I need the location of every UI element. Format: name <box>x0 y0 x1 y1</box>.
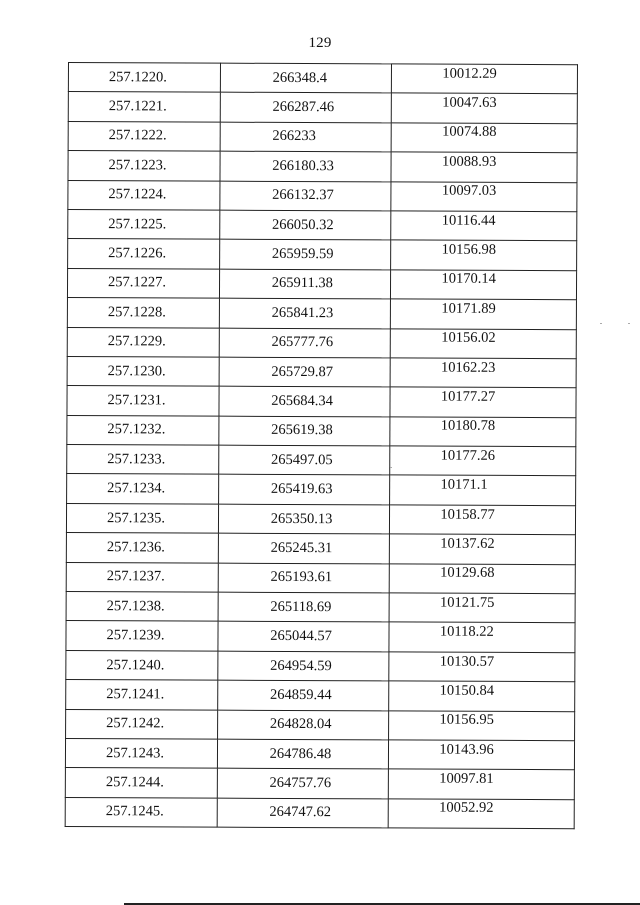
x-coordinate-cell <box>218 445 390 475</box>
y-coordinate-cell <box>390 358 576 388</box>
point-id-cell <box>68 151 220 181</box>
point-id-cell-text: 257.1225. <box>108 215 167 233</box>
x-coordinate-cell <box>219 298 391 328</box>
x-coordinate-cell <box>217 798 389 828</box>
x-coordinate-cell-text: 266348.4 <box>272 69 328 86</box>
y-coordinate-cell-text: 10170.14 <box>441 271 496 288</box>
point-id-cell <box>67 356 219 386</box>
y-coordinate-cell <box>389 740 575 770</box>
y-coordinate-cell <box>391 211 577 241</box>
y-coordinate-cell <box>389 799 575 829</box>
point-id-cell-text: 257.1222. <box>108 127 167 144</box>
table-row <box>66 650 575 682</box>
y-coordinate-cell-text: 10177.26 <box>440 447 496 464</box>
table-row <box>67 386 576 418</box>
point-id-cell <box>66 680 218 710</box>
y-coordinate-cell <box>391 299 577 329</box>
table-row <box>68 209 577 241</box>
x-coordinate-cell-text: 264859.44 <box>269 686 332 704</box>
x-coordinate-cell <box>217 710 389 740</box>
x-coordinate-cell-text: 265841.23 <box>271 304 334 321</box>
point-id-cell-text: 257.1229. <box>107 333 166 350</box>
table-row <box>68 239 577 271</box>
x-coordinate-cell-text: 265911.38 <box>271 275 333 292</box>
y-coordinate-cell-text: 10156.02 <box>441 329 496 347</box>
point-id-cell <box>66 592 218 622</box>
table-row <box>67 445 576 477</box>
point-id-cell <box>67 445 219 475</box>
x-coordinate-cell-text: 265419.63 <box>270 481 333 498</box>
x-coordinate-cell-text: 265729.87 <box>271 363 334 380</box>
x-coordinate-cell <box>219 357 391 387</box>
y-coordinate-cell-text: 10171.1 <box>440 476 488 493</box>
x-coordinate-cell <box>218 504 390 534</box>
point-id-cell-text: 257.1224. <box>108 186 167 203</box>
table-row <box>67 327 576 359</box>
x-coordinate-cell <box>219 269 391 299</box>
x-coordinate-cell-text: 266180.33 <box>272 157 334 175</box>
y-coordinate-cell-text: 10118.22 <box>439 623 494 640</box>
y-coordinate-cell <box>391 181 577 211</box>
point-id-cell <box>66 533 218 563</box>
point-id-cell-text: 257.1233. <box>107 450 166 468</box>
y-coordinate-cell <box>389 652 575 682</box>
x-coordinate-cell-text: 264786.48 <box>269 745 332 762</box>
y-coordinate-cell-text: 10047.63 <box>442 94 497 111</box>
point-id-cell-text: 257.1244. <box>105 774 164 791</box>
y-coordinate-cell <box>389 711 575 741</box>
coordinates-table <box>65 62 578 829</box>
point-id-cell <box>67 327 219 357</box>
point-id-cell-text: 257.1240. <box>106 656 165 673</box>
point-id-cell <box>68 63 220 93</box>
x-coordinate-cell-text: 265497.05 <box>270 451 333 468</box>
x-coordinate-cell <box>220 63 392 93</box>
x-coordinate-cell <box>219 416 391 446</box>
x-coordinate-cell <box>218 622 390 652</box>
point-id-cell <box>65 768 217 798</box>
y-coordinate-cell-text: 10097.81 <box>439 770 494 787</box>
y-coordinate-cell-text: 10143.96 <box>439 741 494 758</box>
x-coordinate-cell <box>217 680 389 710</box>
x-coordinate-cell-text: 266287.46 <box>272 98 335 116</box>
x-coordinate-cell <box>218 651 390 681</box>
x-coordinate-cell-text: 265777.76 <box>271 334 334 351</box>
table-row <box>67 356 576 388</box>
point-id-cell-text: 257.1238. <box>106 597 165 615</box>
x-coordinate-cell-text: 265245.31 <box>270 539 333 557</box>
x-coordinate-cell-text: 265193.61 <box>270 569 333 586</box>
table-row <box>66 709 575 741</box>
table-row <box>66 592 575 624</box>
point-id-cell <box>68 180 220 210</box>
table-row <box>68 180 577 212</box>
x-coordinate-cell <box>220 151 392 181</box>
y-coordinate-cell <box>389 622 575 652</box>
y-coordinate-cell-text: 10177.27 <box>440 388 496 405</box>
point-id-cell-text: 257.1245. <box>105 803 164 820</box>
y-coordinate-cell <box>392 93 578 123</box>
y-coordinate-cell-text: 10150.84 <box>439 682 495 699</box>
y-coordinate-cell-text: 10116.44 <box>441 212 496 229</box>
x-coordinate-cell <box>218 563 390 593</box>
y-coordinate-cell <box>390 387 576 417</box>
y-coordinate-cell <box>391 328 577 358</box>
y-coordinate-cell <box>389 769 575 799</box>
table-row <box>65 738 574 770</box>
point-id-cell-text: 257.1220. <box>108 68 167 86</box>
y-coordinate-cell <box>391 240 577 270</box>
point-id-cell <box>68 92 220 122</box>
point-id-cell <box>66 650 218 680</box>
table-row <box>66 562 575 594</box>
x-coordinate-cell <box>217 739 389 769</box>
x-coordinate-cell <box>218 475 390 505</box>
point-id-cell <box>66 562 218 592</box>
y-coordinate-cell <box>390 505 576 535</box>
x-coordinate-cell-text: 266233 <box>272 128 316 145</box>
table-row <box>68 92 577 124</box>
y-coordinate-cell <box>390 475 576 505</box>
point-id-cell-text: 257.1226. <box>108 245 167 262</box>
table-row <box>67 415 576 447</box>
y-coordinate-cell-text: 10088.93 <box>441 153 497 170</box>
y-coordinate-cell-text: 10074.88 <box>442 124 497 141</box>
point-id-cell <box>67 386 219 416</box>
y-coordinate-cell-text: 10130.57 <box>439 653 495 670</box>
table-row <box>67 268 576 300</box>
y-coordinate-cell <box>390 564 576 594</box>
y-coordinate-cell <box>391 152 577 182</box>
y-coordinate-cell-text: 10156.95 <box>439 711 494 729</box>
y-coordinate-cell-text: 10171.89 <box>441 300 496 317</box>
point-id-cell <box>68 209 220 239</box>
point-id-cell <box>66 503 218 533</box>
point-id-cell-text: 257.1228. <box>107 303 166 321</box>
table-row <box>68 121 577 153</box>
y-coordinate-cell <box>391 270 577 300</box>
x-coordinate-cell-text: 265619.38 <box>271 422 333 439</box>
y-coordinate-cell-text: 10097.03 <box>441 182 497 200</box>
y-coordinate-cell-text: 10137.62 <box>440 535 495 552</box>
y-coordinate-cell <box>392 123 578 153</box>
point-id-cell <box>67 268 219 298</box>
scan-speck <box>628 323 630 324</box>
table-row <box>65 768 574 800</box>
point-id-cell-text: 257.1242. <box>106 715 165 732</box>
y-coordinate-cell <box>389 681 575 711</box>
point-id-cell-text: 257.1237. <box>106 568 165 585</box>
x-coordinate-cell-text: 265350.13 <box>270 510 333 527</box>
y-coordinate-cell-text: 10121.75 <box>440 594 495 611</box>
point-id-cell-text: 257.1236. <box>106 539 165 556</box>
y-coordinate-cell <box>389 593 575 623</box>
x-coordinate-cell <box>218 533 390 563</box>
point-id-cell <box>67 415 219 445</box>
point-id-cell-text: 257.1230. <box>107 362 166 380</box>
point-id-cell <box>68 239 220 269</box>
y-coordinate-cell <box>392 64 578 94</box>
y-coordinate-cell-text: 10180.78 <box>440 418 496 435</box>
x-coordinate-cell <box>219 328 391 358</box>
point-id-cell <box>66 709 218 739</box>
point-id-cell-text: 257.1231. <box>107 392 166 409</box>
point-id-cell-text: 257.1243. <box>105 744 165 762</box>
x-coordinate-cell-text: 265959.59 <box>271 245 334 263</box>
table-row <box>67 474 576 506</box>
page-number: 129 <box>308 35 332 51</box>
x-coordinate-cell <box>219 210 391 240</box>
x-coordinate-cell-text: 265118.69 <box>270 598 332 615</box>
table-row <box>65 797 574 829</box>
y-coordinate-cell <box>390 417 576 447</box>
table-body <box>65 63 577 829</box>
x-coordinate-cell-text: 266132.37 <box>272 187 334 204</box>
point-id-cell-text: 257.1239. <box>106 627 165 644</box>
scan-speck <box>390 467 392 468</box>
x-coordinate-cell <box>220 181 392 211</box>
y-coordinate-cell-text: 10129.68 <box>440 564 495 582</box>
x-coordinate-cell-text: 266050.32 <box>271 216 334 233</box>
x-coordinate-cell-text: 265044.57 <box>270 627 332 645</box>
point-id-cell-text: 257.1223. <box>108 157 167 174</box>
table-row <box>68 151 577 183</box>
point-id-cell-text: 257.1232. <box>107 421 166 438</box>
point-id-cell <box>67 474 219 504</box>
table-row <box>66 503 575 535</box>
scan-speck <box>600 323 602 324</box>
point-id-cell <box>65 738 217 768</box>
x-coordinate-cell <box>219 386 391 416</box>
y-coordinate-cell-text: 10156.98 <box>441 241 497 258</box>
x-coordinate-cell-text: 264747.62 <box>269 804 332 821</box>
table-row <box>66 533 575 565</box>
point-id-cell-text: 257.1235. <box>106 509 166 526</box>
point-id-cell-text: 257.1241. <box>106 686 165 703</box>
point-id-cell-text: 257.1221. <box>108 98 167 115</box>
x-coordinate-cell <box>220 122 392 152</box>
y-coordinate-cell-text: 10162.23 <box>441 359 496 376</box>
x-coordinate-cell <box>217 769 389 799</box>
x-coordinate-cell-text: 264954.59 <box>270 657 332 674</box>
y-coordinate-cell <box>390 446 576 476</box>
y-coordinate-cell-text: 10052.92 <box>439 800 494 817</box>
y-coordinate-cell-text: 10158.77 <box>440 506 495 523</box>
table-row <box>66 680 575 712</box>
point-id-cell <box>67 298 219 328</box>
point-id-cell <box>66 621 218 651</box>
table-row <box>67 298 576 330</box>
x-coordinate-cell <box>220 93 392 123</box>
table-row <box>68 63 577 95</box>
y-coordinate-cell-text: 10012.29 <box>442 65 497 82</box>
x-coordinate-cell <box>218 592 390 622</box>
x-coordinate-cell-text: 264757.76 <box>269 774 332 792</box>
x-coordinate-cell-text: 265684.34 <box>271 392 333 410</box>
x-coordinate-cell-text: 264828.04 <box>269 716 332 733</box>
point-id-cell <box>65 797 217 827</box>
point-id-cell-text: 257.1234. <box>107 480 166 497</box>
point-id-cell-text: 257.1227. <box>108 274 167 291</box>
point-id-cell <box>68 121 220 151</box>
table-row <box>66 621 575 653</box>
x-coordinate-cell <box>219 240 391 270</box>
y-coordinate-cell <box>390 534 576 564</box>
